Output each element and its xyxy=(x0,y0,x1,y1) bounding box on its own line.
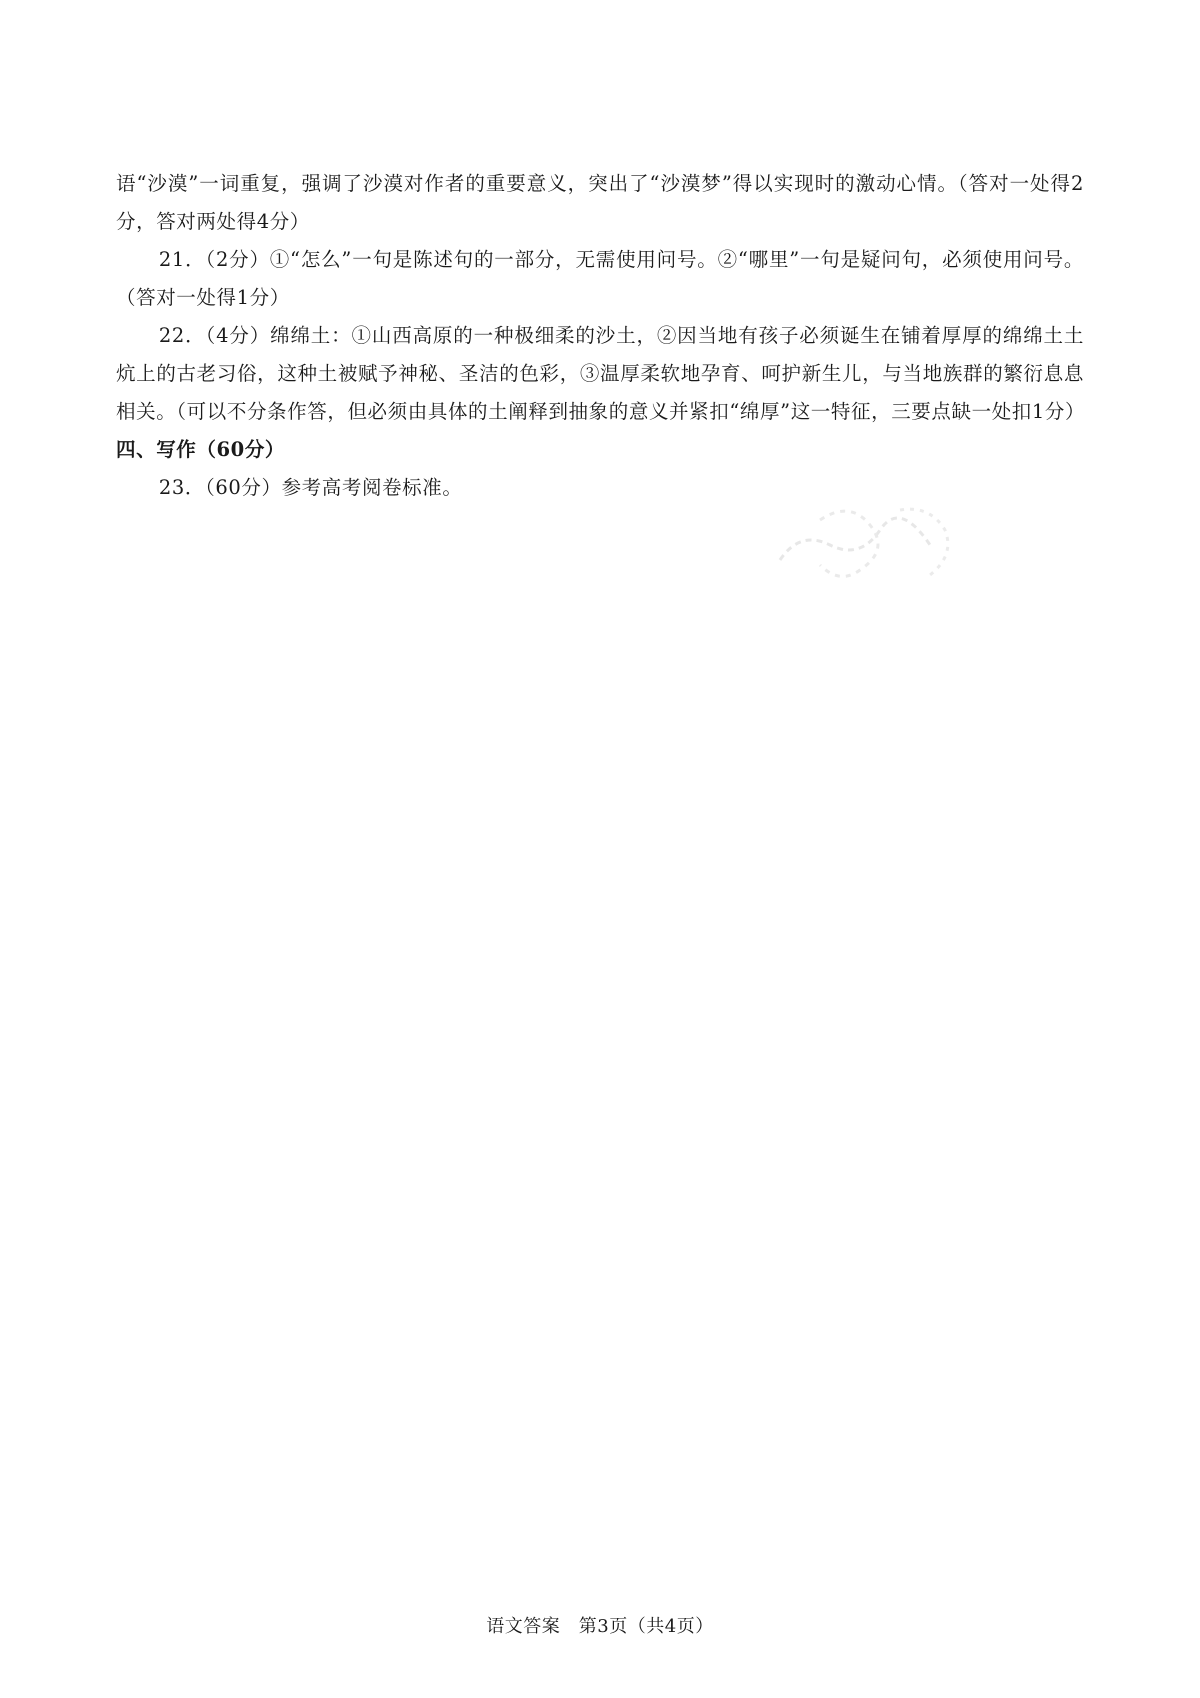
section-heading-writing: 四、写作（60分） xyxy=(116,438,286,461)
continuation-paragraph: 语“沙漠”一词重复，强调了沙漠对作者的重要意义，突出了“沙漠梦”得以实现时的激动心情。（答对一处得2分，答对两处得4分） xyxy=(116,172,1084,233)
page-footer: 语文答案 第3页（共4页） xyxy=(486,1616,714,1637)
faded-stamp-watermark xyxy=(760,490,990,600)
answer-21: 21．（2分）①“怎么”一句是陈述句的一部分，无需使用问号。②“哪里”一句是疑问句，必须使用问号。（答对一处得1分） xyxy=(116,248,1084,309)
answer-text-block xyxy=(116,165,1084,507)
answer-22: 22．（4分）绵绵土：①山西高原的一种极细柔的沙土，②因当地有孩子必须诞生在铺着厚厚的绵绵土土炕上的古老习俗，这种土被赋予神秘、圣洁的色彩，③温厚柔软地孕育、呵护新生儿，与当地族群的繁衍息息相关。（可以不分条作答，但必须由具体的土阐释到抽象的意义并紧扣“绵厚”这一特征，三要点缺一处扣1分） xyxy=(116,324,1086,423)
answer-23: 23．（60分）参考高考阅卷标准。 xyxy=(158,476,463,499)
